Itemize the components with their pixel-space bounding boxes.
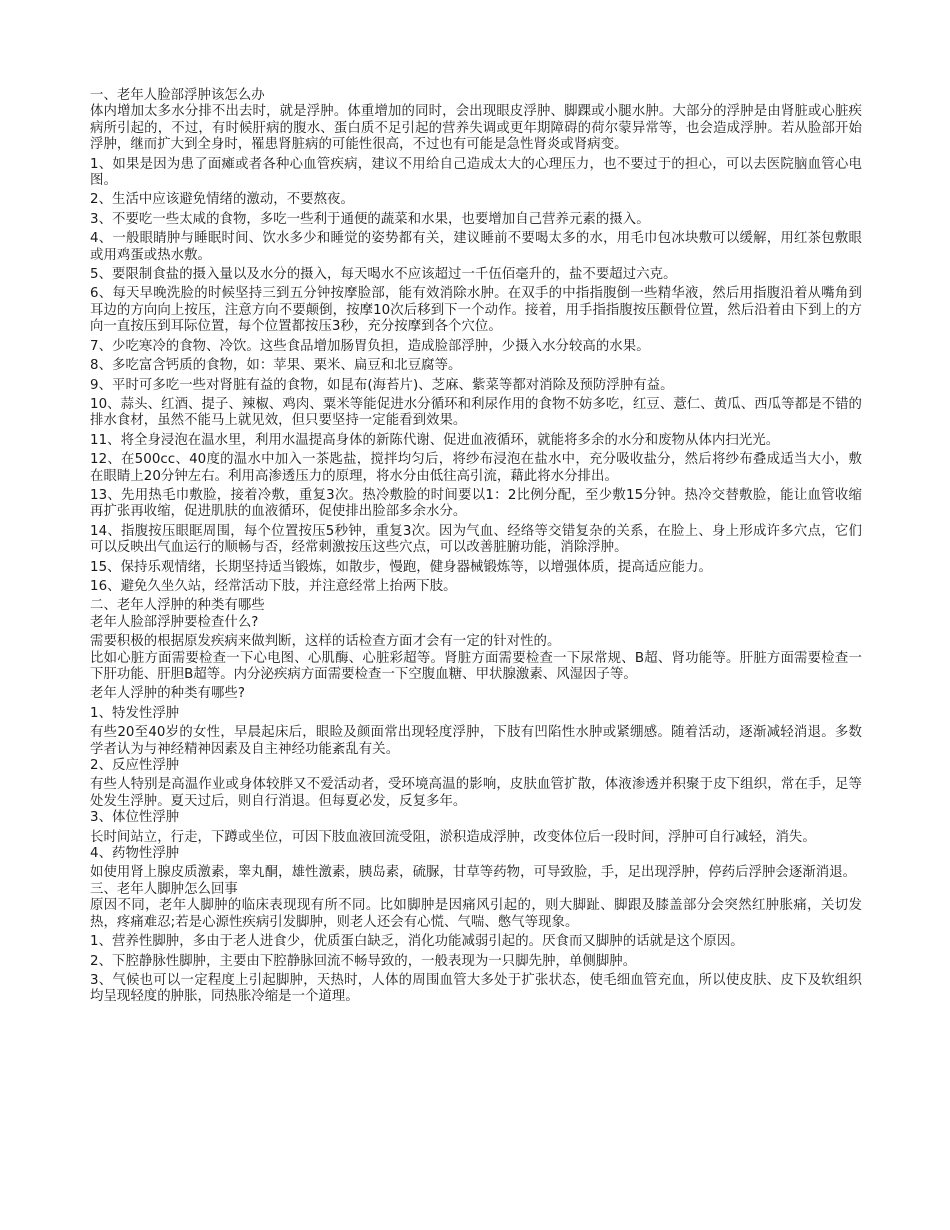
paragraph: 2、反应性浮肿 xyxy=(90,758,180,774)
paragraph: 4、一般眼睛肿与睡眠时间、饮水多少和睡觉的姿势都有关，建议睡前不要喝太多的水，用毛巾包冰块敷可以缓解，用红茶包敷眼或用鸡蛋或热水敷。 xyxy=(90,231,862,263)
paragraph: 需要积极的根据原发疾病来做判断，这样的话检查方面才会有一定的针对性的。 xyxy=(90,634,561,650)
paragraph: 1、特发性浮肿 xyxy=(90,705,180,721)
paragraph: 如使用肾上腺皮质激素，睾丸酮，雄性激素，胰岛素，硫脲，甘草等药物，可导致脸，手，足出现浮肿，停药后浮肿会逐渐消退。 xyxy=(90,865,857,881)
paragraph: 比如心脏方面需要检查一下心电图、心肌酶、心脏彩超等。肾脏方面需要检查一下尿常规、B超、肾功能等。肝脏方面需要检查一下肝功能、肝胆B超等。内分泌疾病方面需要检查一下空腹血糖、甲状腺激素、风湿因子等。 xyxy=(90,650,862,682)
paragraph: 有些人特别是高温作业或身体较胖又不爱活动者，受环境高温的影响，皮肤血管扩散，体液渗透并积聚于皮下组织，常在手，足等处发生浮肿。夏天过后，则自行消退。但每夏必发，反复多年。 xyxy=(90,777,862,809)
paragraph: 15、保持乐观情绪，长期坚持适当锻炼，如散步，慢跑，健身器械锻炼等，以增强体质，提高适应能力。 xyxy=(90,559,712,575)
paragraph: 3、气候也可以一定程度上引起脚肿，天热时，人体的周围血管大多处于扩张状态，使毛细血管充血，所以使皮肤、皮下及软组织均呈现轻度的肿胀，同热胀冷缩是一个道理。 xyxy=(90,972,862,1005)
paragraph: 1、营养性脚肿，多由于老人进食少，优质蛋白缺乏，消化功能减弱引起的。厌食而又脚肿的话就是这个原因。 xyxy=(90,934,744,950)
paragraph: 14、指腹按压眼眶周围，每个位置按压5秒钟，重复3次。因为气血、经络等交错复杂的关系，在脸上、身上形成许多穴点，它们可以反映出气血运行的顺畅与否，经常刺激按压这些穴点，可以改善脏腑功能，消除浮肿。 xyxy=(90,523,862,556)
paragraph: 7、少吃寒冷的食物、冷饮。这些食品增加肠胃负担，造成脸部浮肿，少摄入水分较高的水果。 xyxy=(90,338,650,354)
paragraph: 三、老年人脚肿怎么回事 xyxy=(90,881,238,897)
paragraph: 老年人脸部浮肿要检查什么? xyxy=(90,614,259,630)
paragraph: 老年人浮肿的种类有哪些? xyxy=(90,686,246,702)
paragraph: 1、如果是因为患了面瘫或者各种心血管疾病，建议不用给自己造成太大的心理压力，也不要过于的担心，可以去医院脑血管心电图。 xyxy=(90,156,862,189)
paragraph: 16、避免久坐久站，经常活动下肢，并注意经常上抬两下肢。 xyxy=(90,578,457,594)
paragraph: 有些20至40岁的女性，早晨起床后，眼睑及颜面常出现轻度浮肿，下肢有凹陷性水肿或紧绷感。随着活动，逐渐减轻消退。多数学者认为与神经精神因素及自主神经功能紊乱有关。 xyxy=(90,725,862,757)
paragraph: 一、老年人脸部浮肿该怎么办 xyxy=(90,88,265,103)
paragraph: 10、蒜头、红酒、提子、辣椒、鸡肉、粟米等能促进水分循环和利尿作用的食物不妨多吃，红豆、薏仁、黄瓜、西瓜等都是不错的排水食材，虽然不能马上就见效，但只要坚持一定能看到效果。 xyxy=(90,396,862,429)
paragraph: 3、不要吃一些太咸的食物，多吃一些利于通便的蔬菜和水果，也要增加自己营养元素的摄入。 xyxy=(90,211,650,227)
paragraph: 2、下腔静脉性脚肿，主要由下腔静脉回流不畅导致的，一般表现为一只脚先肿，单侧脚肿。 xyxy=(90,953,637,969)
paragraph: 8、多吃富含钙质的食物，如：苹果、栗米、扁豆和北豆腐等。 xyxy=(90,358,462,374)
paragraph: 6、每天早晚洗脸的时候坚持三到五分钟按摩脸部，能有效消除水肿。在双手的中指指腹倒一些精华液，然后用指腹沿着从嘴角到耳边的方向向上按压，注意方向不要颠倒，按摩10次后移到下一个动作。接着，用手指指腹按压颧骨位置，然后沿着由下到上的方向一直按压到耳际位置，每个位置都按压3秒，充分按摩到各个穴位。 xyxy=(90,286,862,335)
paragraph: 9、平时可多吃一些对肾脏有益的食物，如昆布(海苔片)、芝麻、紫菜等都对消除及预防浮肿有益。 xyxy=(90,377,674,393)
paragraph: 5、要限制食盐的摄入量以及水分的摄入，每天喝水不应该超过一千伍佰毫升的，盐不要超过六克。 xyxy=(90,267,677,283)
paragraph: 原因不同，老年人脚肿的临床表现现有所不同。比如脚肿是因痛风引起的，则大脚趾、脚跟及膝盖部分会突然红肿胀痛，关切发热，疼痛难忍;若是心源性疾病引发脚肿，则老人还会有心慌、气喘、憋气等现象。 xyxy=(90,898,862,930)
paragraph: 11、将全身浸泡在温水里，利用水温提高身体的新陈代谢、促进血液循环，就能将多余的水分和废物从体内扫光光。 xyxy=(90,432,780,448)
paragraph: 13、先用热毛巾敷脸，接着冷敷，重复3次。热冷敷脸的时间要以1：2比例分配，至少敷15分钟。热冷交替敷脸，能让血管收缩再扩张再收缩，促进肌肤的血液循环，促使排出脸部多余水分。 xyxy=(90,487,862,520)
paragraph: 3、体位性浮肿 xyxy=(90,810,180,826)
document-body xyxy=(90,88,862,1006)
paragraph: 长时间站立，行走，下蹲或坐位，可因下肢血液回流受阻，淤积造成浮肿，改变体位后一段时间，浮肿可自行减轻，消失。 xyxy=(90,829,816,845)
paragraph: 2、生活中应该避免情绪的激动，不要熬夜。 xyxy=(90,192,354,208)
paragraph: 12、在500cc、40度的温水中加入一茶匙盐，搅拌均匀后，将纱布浸泡在盐水中，充分吸收盐分，然后将纱布叠成适当大小，敷在眼睛上20分钟左右。利用高渗透压力的原理，将水分由低往高引流，藉此将水分排出。 xyxy=(90,452,862,484)
paragraph: 4、药物性浮肿 xyxy=(90,846,180,862)
paragraph: 体内增加太多水分排不出去时，就是浮肿。体重增加的同时，会出现眼皮浮肿、脚踝或小腿水肿。大部分的浮肿是由肾脏或心脏疾病所引起的，不过，有时候肝病的腹水、蛋白质不足引起的营养失调或更年期障碍的荷尔蒙异常等，也会造成浮肿。若从脸部开始浮肿，继而扩大到全身时，罹患肾脏病的可能性很高，不过也有可能是急性肾炎或肾病变。 xyxy=(90,104,862,153)
paragraph: 二、老年人浮肿的种类有哪些 xyxy=(90,598,265,614)
